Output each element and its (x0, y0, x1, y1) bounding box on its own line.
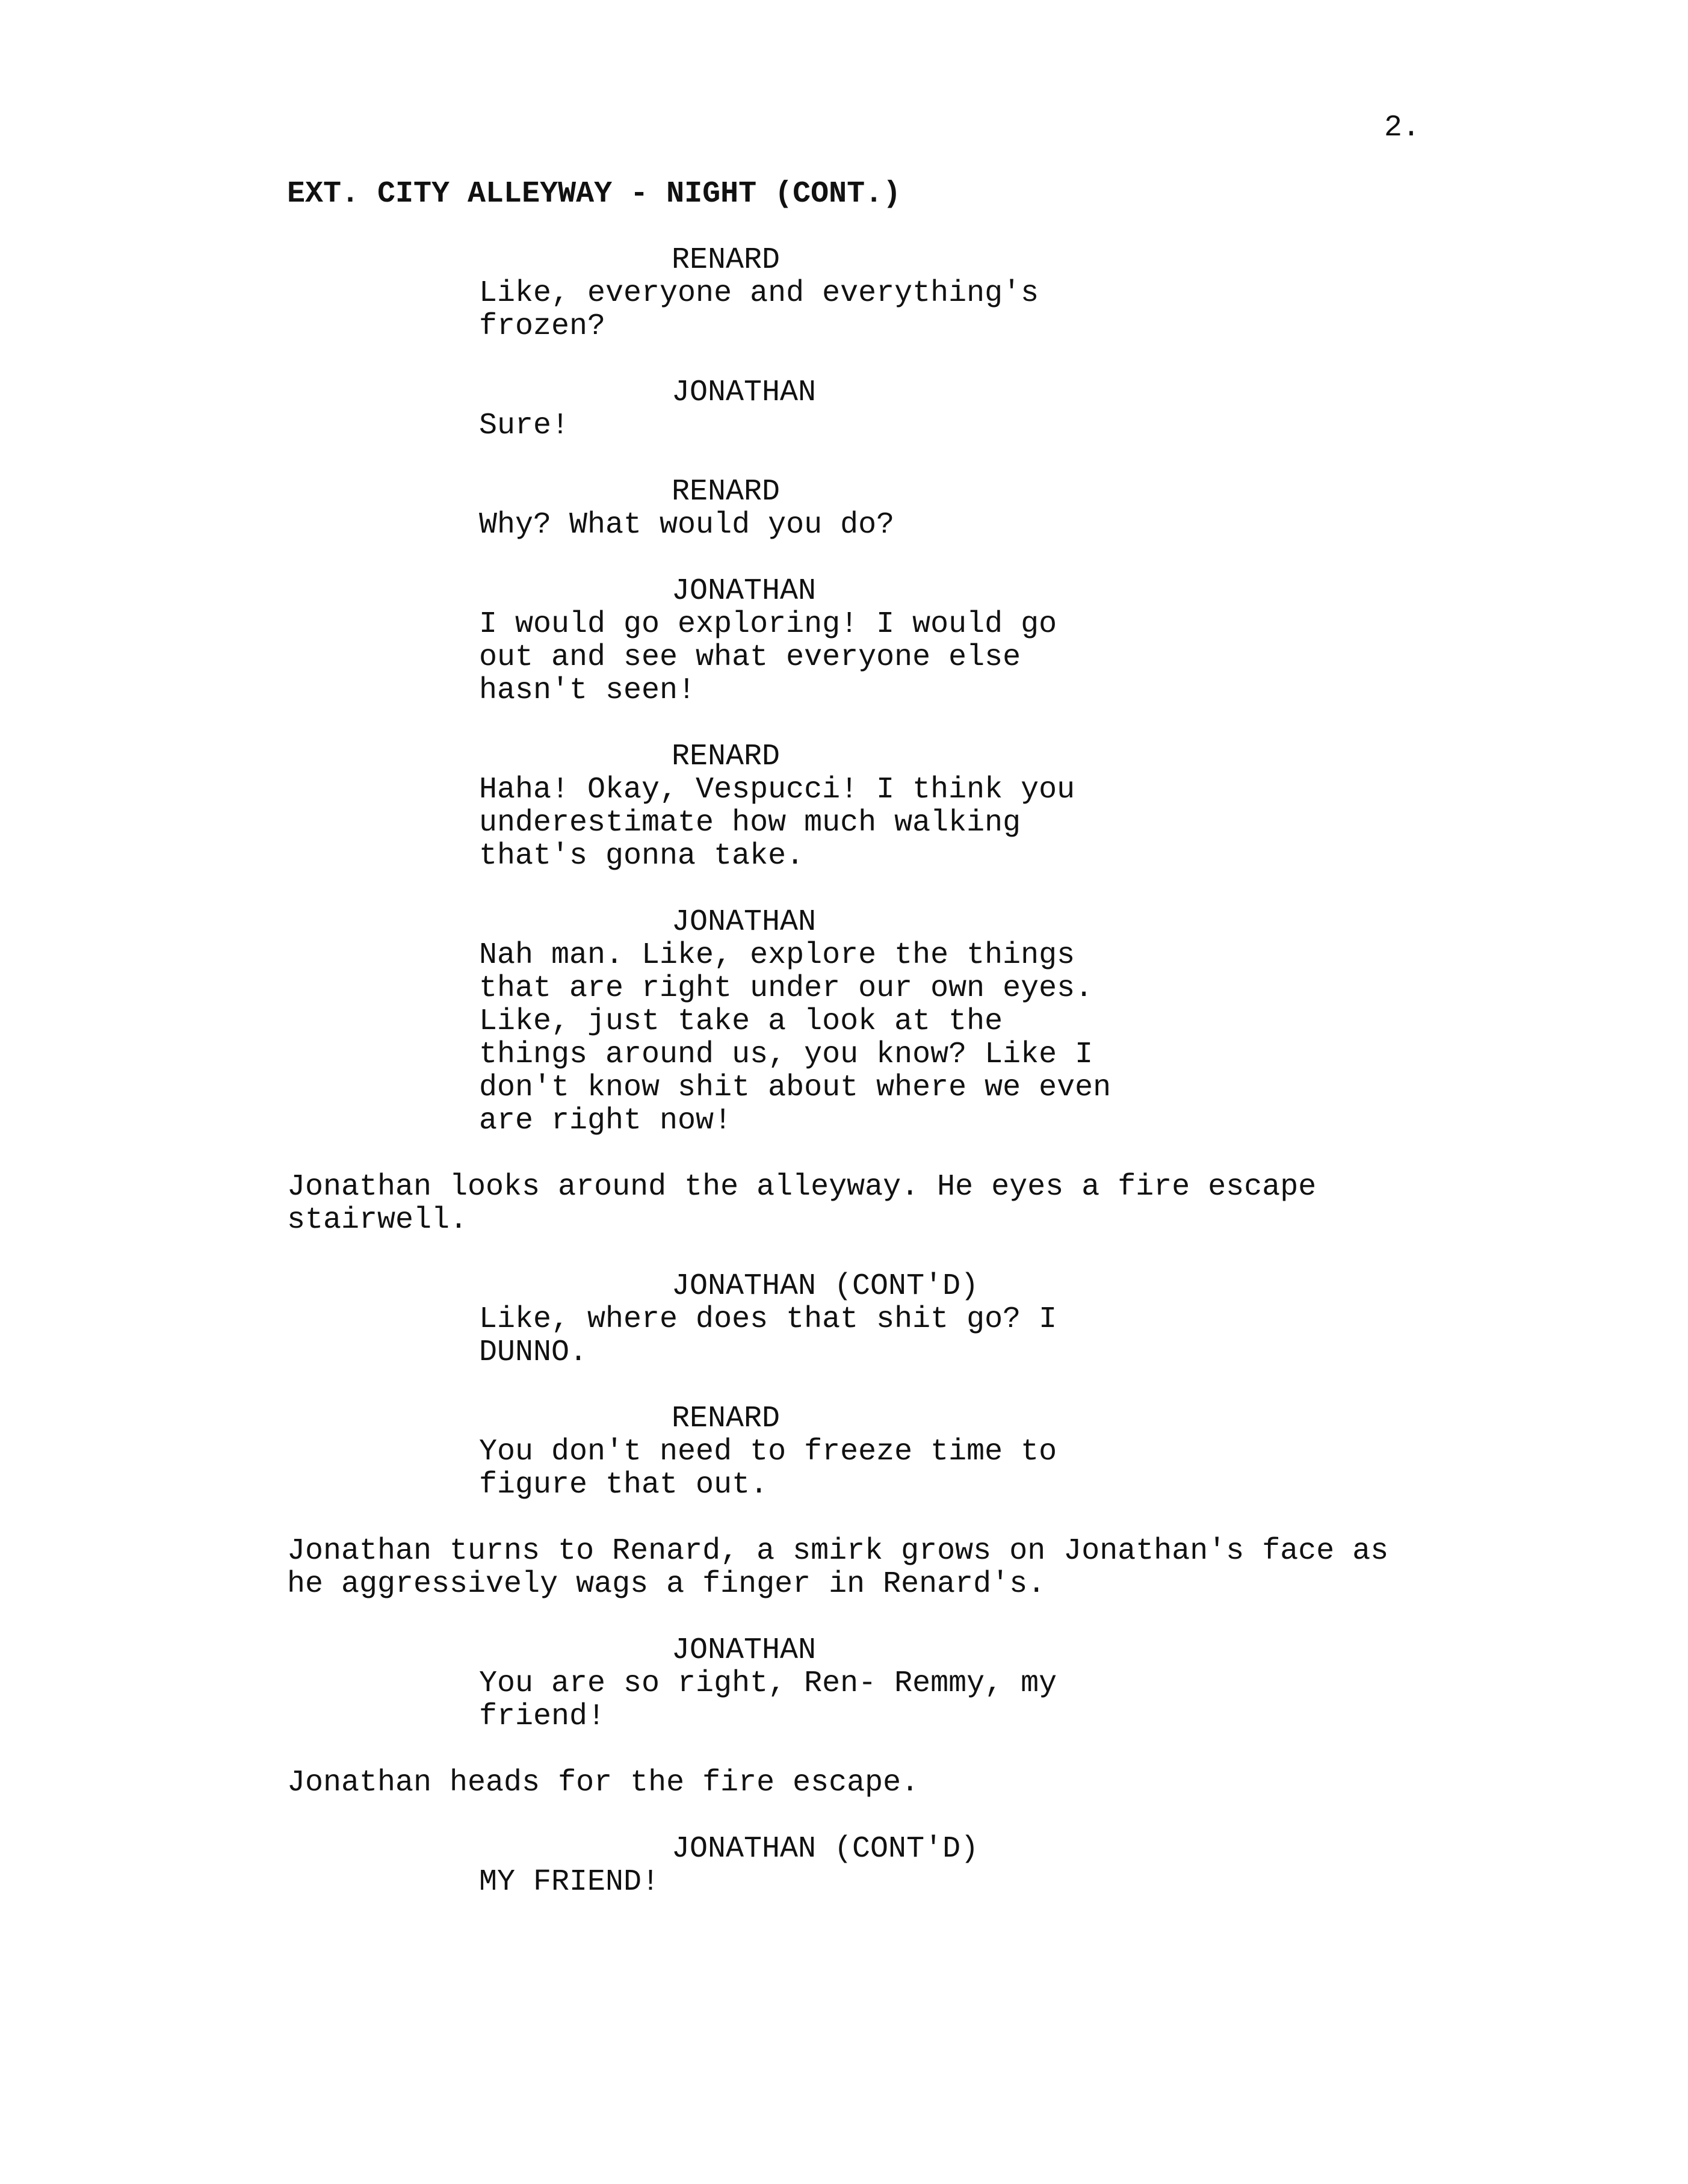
character-name: RENARD (672, 1402, 781, 1436)
dialogue-line: DUNNO. (479, 1335, 588, 1370)
dialogue-line: You don't need to freeze time to (479, 1435, 1057, 1469)
dialogue-line: friend! (479, 1700, 606, 1734)
dialogue-line: Why? What would you do? (479, 508, 895, 542)
dialogue-line: don't know shit about where we even (479, 1071, 1111, 1105)
character-name: RENARD (672, 243, 781, 277)
character-name: JONATHAN (CONT'D) (672, 1269, 979, 1304)
dialogue-line: that's gonna take. (479, 839, 805, 873)
action-line: he aggressively wags a finger in Renard's. (287, 1567, 1046, 1601)
dialogue-line: figure that out. (479, 1468, 768, 1502)
dialogue-block (287, 740, 1491, 873)
dialogue-line: things around us, you know? Like I (479, 1038, 1093, 1072)
dialogue-line: that are right under our own eyes. (479, 971, 1093, 1006)
character-name: RENARD (672, 740, 781, 774)
dialogue-block (287, 376, 1491, 442)
dialogue-line: Like, just take a look at the (479, 1004, 1003, 1039)
dialogue-block (287, 475, 1491, 542)
action-line: Jonathan turns to Renard, a smirk grows on Jonathan's face as (287, 1534, 1389, 1568)
action-block (287, 1535, 1491, 1601)
screenplay-body (287, 178, 1491, 1932)
page-number: 2. (1384, 111, 1421, 145)
dialogue-block (287, 244, 1491, 343)
dialogue-line: Like, where does that shit go? I (479, 1302, 1057, 1337)
character-name: JONATHAN (CONT'D) (672, 1832, 979, 1866)
action-line: Jonathan heads for the fire escape. (287, 1766, 920, 1800)
character-name: RENARD (672, 475, 781, 509)
dialogue-block (287, 1402, 1491, 1502)
dialogue-block (287, 1634, 1491, 1733)
dialogue-line: You are so right, Ren- Remmy, my (479, 1666, 1057, 1701)
dialogue-line: hasn't seen! (479, 673, 696, 708)
character-name: JONATHAN (672, 1633, 817, 1668)
dialogue-line: are right now! (479, 1104, 732, 1138)
dialogue-line: Sure! (479, 409, 570, 443)
dialogue-line: Like, everyone and everything's (479, 276, 1039, 311)
action-block (287, 1171, 1491, 1237)
dialogue-line: MY FRIEND! (479, 1865, 660, 1899)
dialogue-block (287, 1833, 1491, 1899)
dialogue-block (287, 575, 1491, 707)
character-name: JONATHAN (672, 574, 817, 608)
dialogue-line: Haha! Okay, Vespucci! I think you (479, 773, 1075, 807)
dialogue-block (287, 906, 1491, 1137)
dialogue-line: frozen? (479, 309, 606, 344)
dialogue-line: Nah man. Like, explore the things (479, 938, 1075, 973)
action-block (287, 1766, 1491, 1799)
scene-heading: EXT. CITY ALLEYWAY - NIGHT (CONT.) (287, 177, 901, 211)
character-name: JONATHAN (672, 376, 817, 410)
character-name: JONATHAN (672, 905, 817, 939)
action-line: Jonathan looks around the alleyway. He eyes a fire escape (287, 1170, 1317, 1204)
dialogue-block (287, 1270, 1491, 1369)
dialogue-line: out and see what everyone else (479, 640, 1021, 675)
action-line: stairwell. (287, 1203, 468, 1237)
dialogue-line: I would go exploring! I would go (479, 607, 1057, 642)
dialogue-line: underestimate how much walking (479, 806, 1021, 840)
